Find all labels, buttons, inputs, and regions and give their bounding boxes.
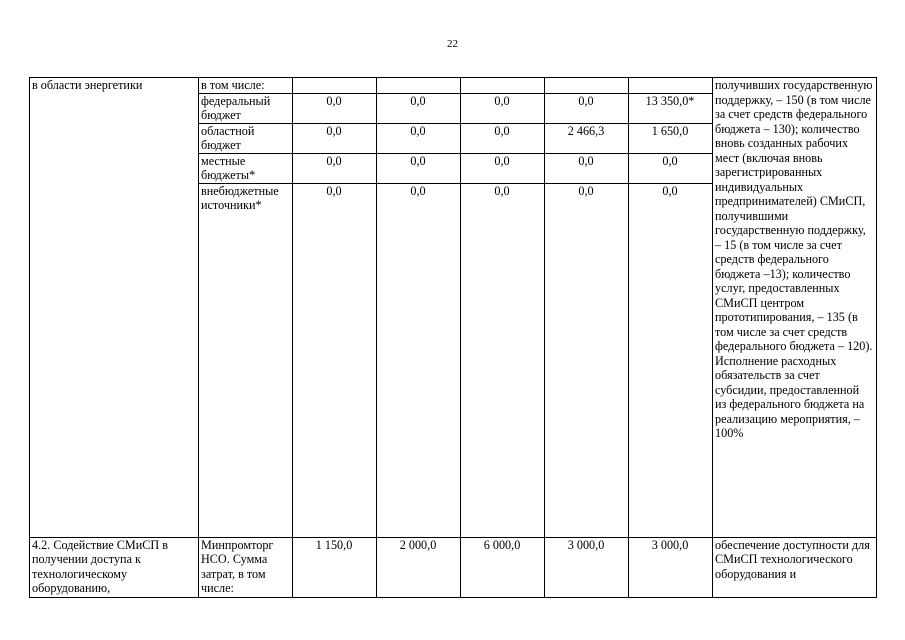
value-cell: 0,0 [629, 153, 713, 183]
value-cell [293, 78, 377, 94]
value-cell: 0,0 [293, 93, 377, 123]
task-cell: в области энергетики [30, 78, 199, 538]
value-cell: 0,0 [377, 123, 461, 153]
result-cell: получивших государственную поддержку, – 150 (в том числе за счет средств федерального бюджета – 130); количество вновь созданных рабочих мест (включая вновь зарегистрированных индивидуальных предпринимателей) СМиСП, получившими государственную поддержку, – 15 (в том числе за счет средств федерального бюджета –13); количество услуг, предоставленных СМиСП центром прототипирования, – 135 (в том числе за счет средств федерального бюджета – 120). Исполнение расходных обязательств за счет субсидии, предоставленной из федерального бюджета на реализацию мероприятия, – 100% [713, 78, 877, 538]
value-cell: 0,0 [293, 153, 377, 183]
source-cell: областной бюджет [199, 123, 293, 153]
value-cell: 2 000,0 [377, 537, 461, 597]
table-row [30, 78, 877, 94]
value-cell: 0,0 [377, 93, 461, 123]
value-cell: 1 650,0 [629, 123, 713, 153]
value-cell: 0,0 [461, 153, 545, 183]
value-cell: 0,0 [377, 183, 461, 537]
program-table [29, 77, 877, 598]
value-cell: 6 000,0 [461, 537, 545, 597]
value-cell: 0,0 [545, 93, 629, 123]
value-cell: 0,0 [629, 183, 713, 537]
result-cell: обеспечение доступности для СМиСП технологического оборудования и [713, 537, 877, 597]
value-cell: 0,0 [377, 153, 461, 183]
value-cell: 0,0 [545, 153, 629, 183]
source-cell: внебюджетные источники* [199, 183, 293, 537]
value-cell: 0,0 [293, 183, 377, 537]
value-cell: 0,0 [545, 183, 629, 537]
task-cell: 4.2. Содействие СМиСП в получении доступа к технологическому оборудованию, [30, 537, 199, 597]
value-cell: 3 000,0 [629, 537, 713, 597]
value-cell: 0,0 [461, 183, 545, 537]
value-cell [377, 78, 461, 94]
value-cell: 13 350,0* [629, 93, 713, 123]
source-cell: федеральный бюджет [199, 93, 293, 123]
source-cell: местные бюджеты* [199, 153, 293, 183]
source-cell: в том числе: [199, 78, 293, 94]
value-cell [545, 78, 629, 94]
value-cell: 0,0 [461, 93, 545, 123]
value-cell: 0,0 [293, 123, 377, 153]
value-cell [461, 78, 545, 94]
value-cell [629, 78, 713, 94]
source-cell: Минпромторг НСО. Сумма затрат, в том числе: [199, 537, 293, 597]
table-row [30, 537, 877, 597]
page-number: 22 [447, 38, 458, 50]
value-cell: 3 000,0 [545, 537, 629, 597]
value-cell: 2 466,3 [545, 123, 629, 153]
value-cell: 1 150,0 [293, 537, 377, 597]
value-cell: 0,0 [461, 123, 545, 153]
